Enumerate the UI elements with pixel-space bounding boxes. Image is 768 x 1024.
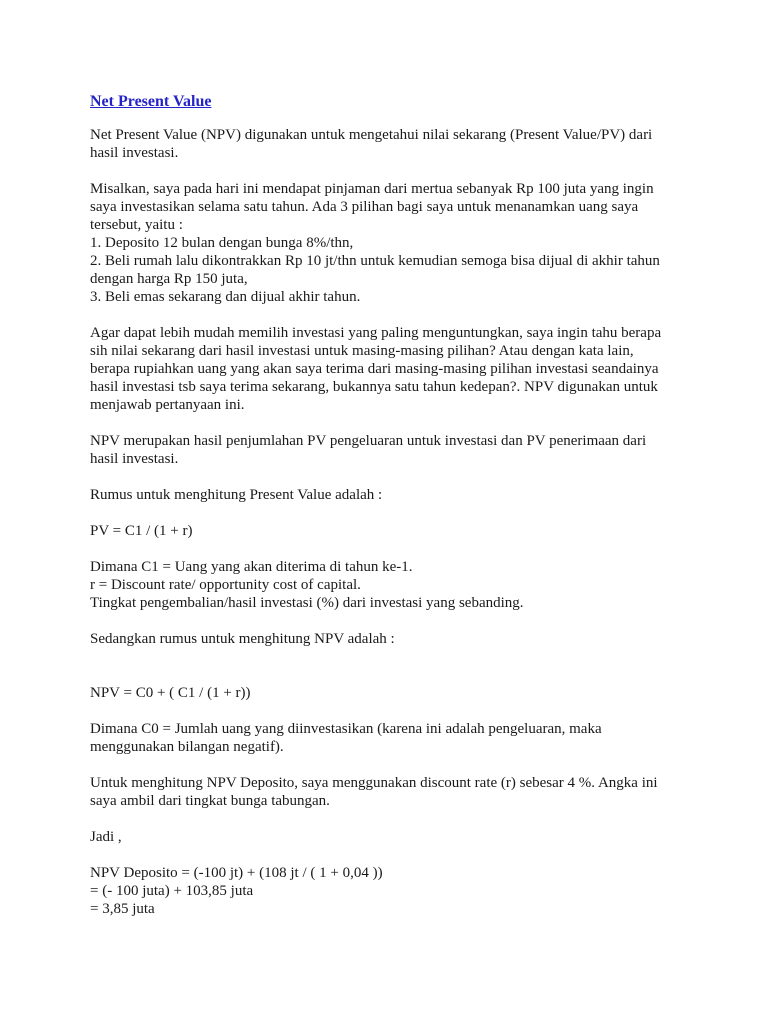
text-line: tersebut, yaitu : — [90, 217, 183, 233]
text-line: = 3,85 juta — [90, 901, 155, 917]
conclusion-label — [90, 828, 680, 846]
discount-rate-paragraph — [90, 774, 680, 810]
text-line: NPV Deposito = (-100 jt) + (108 jt / ( 1 + 0,04 )) — [90, 865, 383, 881]
text-line: PV = C1 / (1 + r) — [90, 523, 193, 539]
text-line: Untuk menghitung NPV Deposito, saya menggunakan discount rate (r) sebesar 4 %. Angka ini — [90, 775, 658, 791]
npv-formula-intro — [90, 630, 680, 648]
text-line: 1. Deposito 12 bulan dengan bunga 8%/thn, — [90, 235, 354, 251]
text-line: r = Discount rate/ opportunity cost of capital. — [90, 577, 361, 593]
npv-deposito-calculation — [90, 864, 680, 918]
text-line: hasil investasi. — [90, 451, 179, 467]
c0-definition-paragraph — [90, 720, 680, 756]
text-line: 3. Beli emas sekarang dan dijual akhir tahun. — [90, 289, 361, 305]
text-line: Misalkan, saya pada hari ini mendapat pinjaman dari mertua sebanyak Rp 100 juta yang ingin — [90, 181, 654, 197]
question-paragraph — [90, 324, 680, 414]
npv-formula — [90, 684, 680, 702]
text-line: saya investasikan selama satu tahun. Ada 3 pilihan bagi saya untuk menanamkan uang saya — [90, 199, 639, 215]
text-line: Tingkat pengembalian/hasil investasi (%) dari investasi yang sebanding. — [90, 595, 524, 611]
text-line: Dimana C0 = Jumlah uang yang diinvestasikan (karena ini adalah pengeluaran, maka — [90, 721, 602, 737]
text-line: Jadi , — [90, 829, 122, 845]
document-page — [90, 92, 680, 936]
pv-formula — [90, 522, 680, 540]
text-line: NPV = C0 + ( C1 / (1 + r)) — [90, 685, 251, 701]
text-line: hasil investasi tsb saya terima sekarang, bukannya satu tahun kedepan?. NPV digunakan untuk — [90, 379, 658, 395]
pv-variables-paragraph — [90, 558, 680, 612]
npv-definition-paragraph — [90, 432, 680, 468]
text-line: Sedangkan rumus untuk menghitung NPV adalah : — [90, 631, 395, 647]
text-line: sih nilai sekarang dari hasil investasi untuk masing-masing pilihan? Atau dengan kata lain, — [90, 343, 634, 359]
text-line: NPV merupakan hasil penjumlahan PV pengeluaran untuk investasi dan PV penerimaan dari — [90, 433, 647, 449]
text-line: hasil investasi. — [90, 145, 179, 161]
text-line: Agar dapat lebih mudah memilih investasi yang paling menguntungkan, saya ingin tahu berapa — [90, 325, 662, 341]
page-title-link[interactable]: Net Present Value — [90, 93, 212, 110]
text-line: menggunakan bilangan negatif). — [90, 739, 284, 755]
text-line: Dimana C1 = Uang yang akan diterima di tahun ke-1. — [90, 559, 413, 575]
text-line: 2. Beli rumah lalu dikontrakkan Rp 10 jt/thn untuk kemudian semoga bisa dijual di akhir tahun — [90, 253, 660, 269]
intro-paragraph — [90, 126, 680, 162]
text-line: Rumus untuk menghitung Present Value adalah : — [90, 487, 383, 503]
text-line: = (- 100 juta) + 103,85 juta — [90, 883, 254, 899]
text-line: Net Present Value (NPV) digunakan untuk mengetahui nilai sekarang (Present Value/PV) dari — [90, 127, 653, 143]
scenario-paragraph — [90, 180, 680, 306]
pv-formula-intro — [90, 486, 680, 504]
text-line: saya ambil dari tingkat bunga tabungan. — [90, 793, 330, 809]
text-line: berapa rupiahkan uang yang akan saya terima dari masing-masing pilihan investasi seandainya — [90, 361, 659, 377]
document-body — [90, 126, 680, 918]
text-line: dengan harga Rp 150 juta, — [90, 271, 248, 287]
text-line: menjawab pertanyaan ini. — [90, 397, 245, 413]
